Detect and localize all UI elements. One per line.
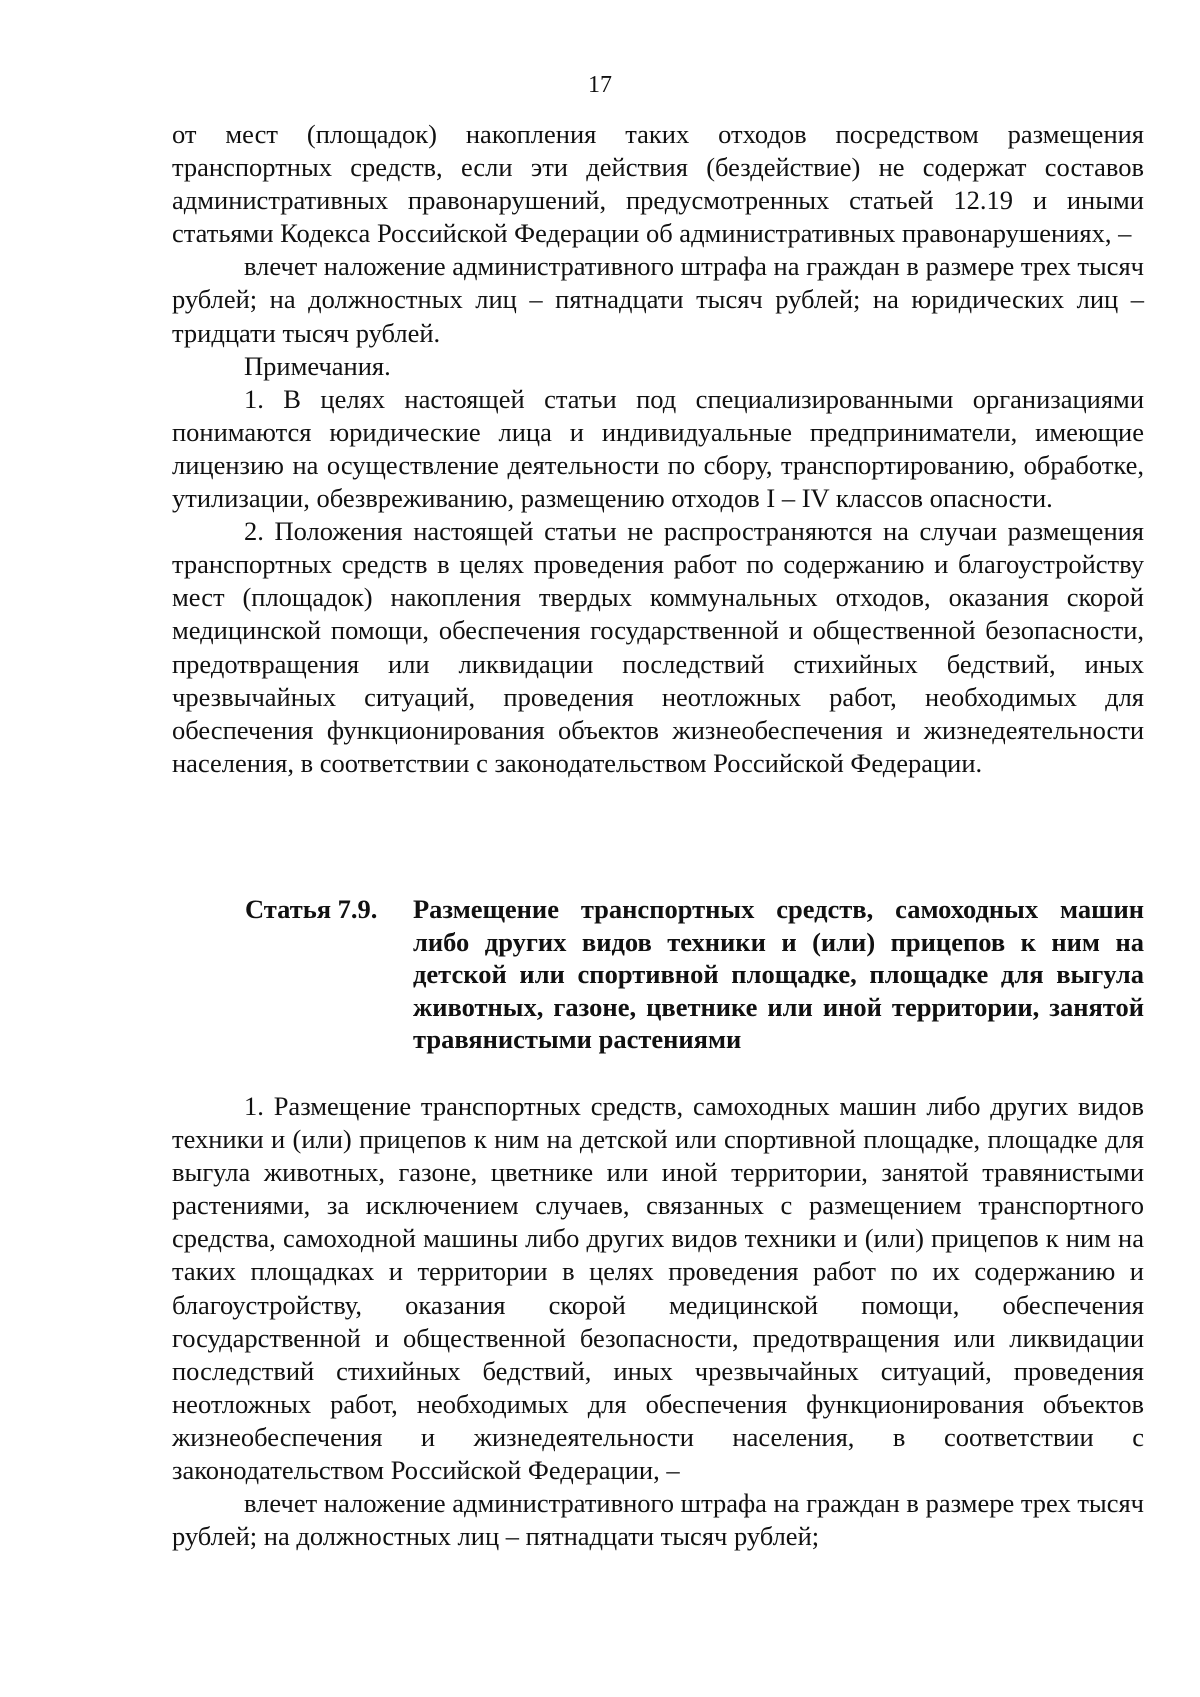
paragraph-penalty: влечет наложение административного штрафа на граждан в размере трех тысяч рублей; на должностных лиц – пятнадцати тысяч рублей; на юридических лиц – тридцати тысяч рублей. [172, 251, 1144, 348]
paragraph-continuation: от мест (площадок) накопления таких отходов посредством размещения транспортных средств, если эти действия (бездействие) не содержат составов административных правонарушений, предусмотренных статьей 12.19 и иными статьями Кодекса Российской Федерации об административных правонарушениях, – [172, 119, 1144, 249]
paragraph-note-1: 1. В целях настоящей статьи под специализированными организациями понимаются юридические лица и индивидуальные предприниматели, имеющие лицензию на осуществление деятельности по сбору, транспортированию, обработке, утилизации, обезвреживанию, размещению отходов I – IV классов опасности. [172, 383, 1144, 514]
page-number: 17 [588, 72, 612, 98]
text-block-top [172, 118, 1144, 780]
paragraph-penalty-2: влечет наложение административного штрафа на граждан в размере трех тысяч рублей; на должностных лиц – пятнадцати тысяч рублей; [172, 1488, 1144, 1552]
text-block-bottom [172, 1090, 1144, 1553]
paragraph-article-part-1: 1. Размещение транспортных средств, самоходных машин либо других видов техники и (или) прицепов к ним на детской или спортивной площадке, площадке для выгула животных, газоне, цветнике или иной территории, занятой травянистыми растениями, за исключением случаев, связанных с размещением транспортного средства, самоходной машины либо других видов техники и (или) прицепов к ним на таких площадках и территории в целях проведения работ по их содержанию и благоустройству, оказания скорой медицинской помощи, обеспечения государственной и общественной безопасности, предотвращения или ликвидации последствий стихийных бедствий, иных чрезвычайных ситуаций, проведения неотложных работ, необходимых для обеспечения функционирования объектов жизнеобеспечения и жизнедеятельности населения, в соответствии с законодательством Российской Федерации, – [172, 1091, 1144, 1486]
paragraph-note-2: 2. Положения настоящей статьи не распространяются на случаи размещения транспортных средств в целях проведения работ по содержанию и благоустройству мест (площадок) накопления твердых коммунальных отходов, оказания скорой медицинской помощи, обеспечения государственной и общественной безопасности, предотвращения или ликвидации последствий стихийных бедствий, иных чрезвычайных ситуаций, проведения неотложных работ, необходимых для обеспечения функционирования объектов жизнеобеспечения и жизнедеятельности населения, в соответствии с законодательством Российской Федерации. [172, 516, 1144, 778]
paragraph-notes-heading: Примечания. [244, 350, 391, 381]
article-label: Статья 7.9. [245, 894, 378, 924]
article-title: Размещение транспортных средств, самоходных машин либо других видов техники и (или) прицепов к ним на детской или спортивной площадке, площадке для выгула животных, газоне, цветнике или иной территории, занятой травянистыми растениями [413, 894, 1144, 1055]
